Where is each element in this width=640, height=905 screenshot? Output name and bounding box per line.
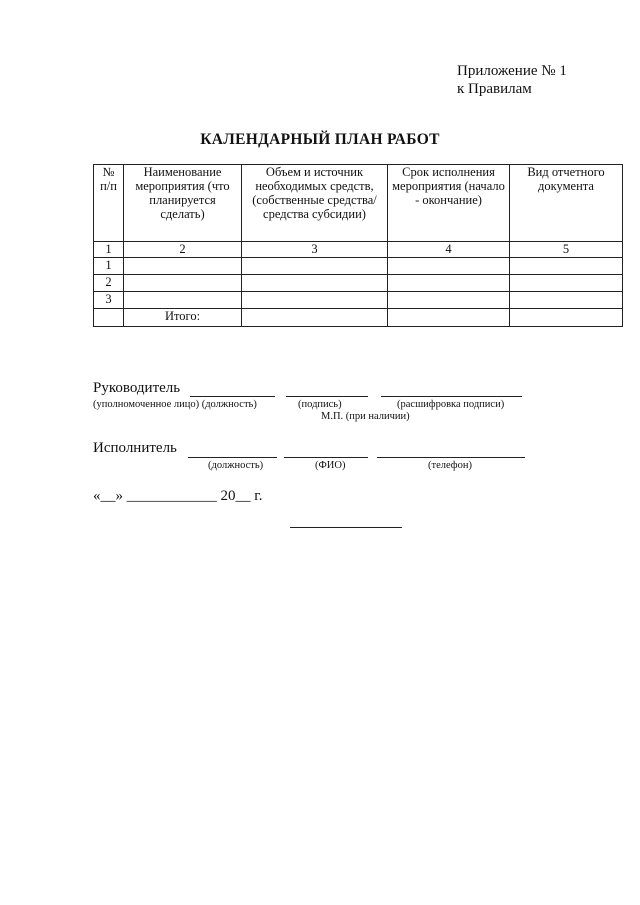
row-number: 3 bbox=[94, 292, 124, 309]
appendix-number: Приложение № 1 bbox=[457, 63, 567, 79]
executor-name-line bbox=[284, 457, 368, 458]
column-number: 2 bbox=[124, 242, 242, 258]
table-cell bbox=[510, 275, 623, 292]
table-cell bbox=[242, 275, 388, 292]
head-signature-caption: (подпись) bbox=[298, 399, 342, 410]
table-cell bbox=[124, 292, 242, 309]
row-number: 1 bbox=[94, 258, 124, 275]
head-decoding-caption: (расшифровка подписи) bbox=[397, 399, 505, 410]
table-cell bbox=[510, 292, 623, 309]
header-activity: Наименование мероприятия (что планируется сделать) bbox=[124, 165, 242, 242]
page-title: КАЛЕНДАРНЫЙ ПЛАН РАБОТ bbox=[200, 131, 440, 148]
executor-position-caption: (должность) bbox=[208, 460, 264, 471]
table-cell bbox=[388, 258, 510, 275]
head-signature-line bbox=[286, 396, 368, 397]
table-cell bbox=[388, 275, 510, 292]
table-cell bbox=[94, 309, 124, 327]
work-plan-table bbox=[93, 164, 623, 327]
column-number: 4 bbox=[388, 242, 510, 258]
executor-position-line bbox=[188, 457, 277, 458]
executor-label: Исполнитель bbox=[93, 440, 177, 456]
table-cell bbox=[242, 258, 388, 275]
total-row bbox=[94, 309, 623, 327]
header-deadline: Срок исполнения мероприятия (начало - окончание) bbox=[388, 165, 510, 242]
column-number: 5 bbox=[510, 242, 623, 258]
date-line: «__» ____________ 20__ г. bbox=[93, 488, 263, 504]
table-cell bbox=[124, 275, 242, 292]
head-person-caption: (уполномоченное лицо) (должность) bbox=[93, 399, 257, 410]
column-number: 1 bbox=[94, 242, 124, 258]
seal-caption: М.П. (при наличии) bbox=[321, 411, 410, 422]
table-cell bbox=[388, 292, 510, 309]
executor-name-caption: (ФИО) bbox=[315, 460, 346, 471]
head-position-line bbox=[190, 396, 275, 397]
appendix-rules: к Правилам bbox=[457, 81, 532, 97]
executor-phone-line bbox=[377, 457, 525, 458]
table-row bbox=[94, 258, 623, 275]
header-report-document: Вид отчетного документа bbox=[510, 165, 623, 242]
column-number-row bbox=[94, 242, 623, 258]
table-cell bbox=[510, 258, 623, 275]
row-number: 2 bbox=[94, 275, 124, 292]
table-cell bbox=[242, 292, 388, 309]
head-decoding-line bbox=[381, 396, 522, 397]
table-row bbox=[94, 275, 623, 292]
appendix-reference bbox=[457, 62, 567, 98]
column-number: 3 bbox=[242, 242, 388, 258]
head-label: Руководитель bbox=[93, 380, 181, 396]
table-cell bbox=[510, 309, 623, 327]
header-funding: Объем и источник необходимых средств, (собственные средства/средства субсидии) bbox=[242, 165, 388, 242]
executor-phone-caption: (телефон) bbox=[428, 460, 472, 471]
table-row bbox=[94, 292, 623, 309]
header-number: № п/п bbox=[94, 165, 124, 242]
table-cell bbox=[124, 258, 242, 275]
table-cell bbox=[242, 309, 388, 327]
table-header-row bbox=[94, 165, 623, 242]
table-cell bbox=[388, 309, 510, 327]
total-label: Итого: bbox=[124, 309, 242, 327]
closing-separator bbox=[290, 527, 402, 528]
